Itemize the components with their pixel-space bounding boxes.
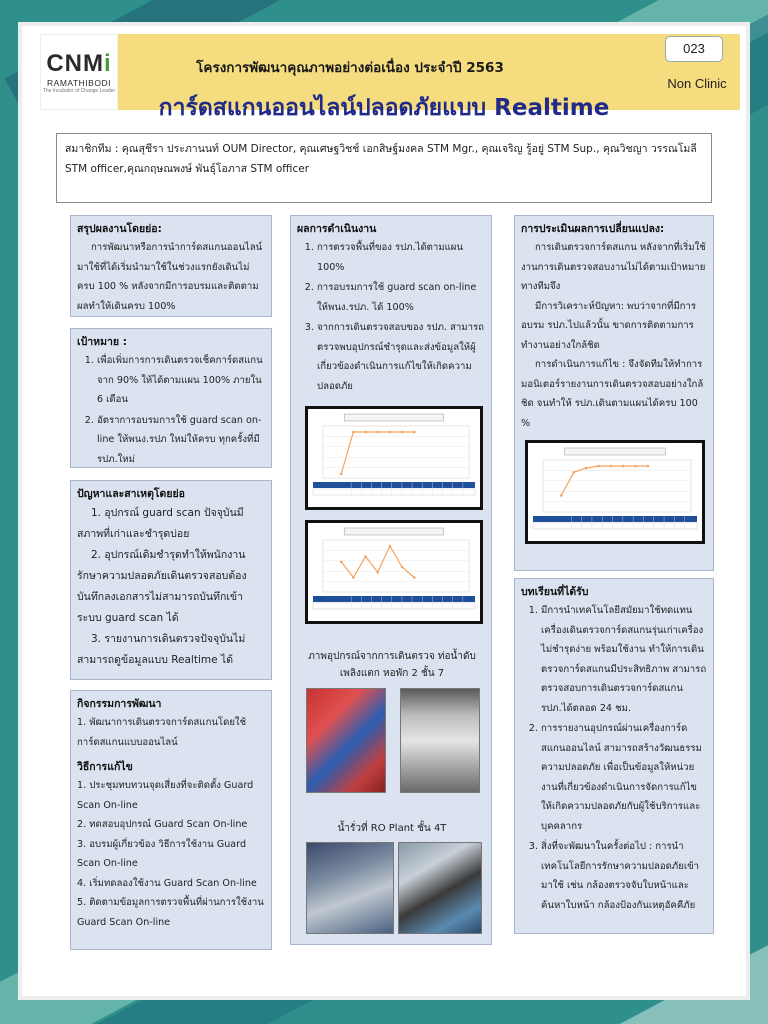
goal-box	[70, 328, 272, 468]
header-title: โครงการพัฒนาคุณภาพอย่างต่อเนื่อง ประจำปี 2563	[196, 60, 504, 76]
data-point	[572, 471, 575, 474]
lessons-box	[514, 578, 714, 934]
chart-title-bar	[344, 414, 444, 421]
problem-item: 1. อุปกรณ์ guard scan ปัจจุบันมีสภาพที่เก่าและชำรุดบ่อย	[77, 507, 244, 540]
photo-elevator	[400, 688, 480, 793]
logo-tagline: The Incubator of Change Leader	[42, 88, 116, 94]
data-point	[376, 431, 379, 434]
team-members: สมาชิกทีม : คุณสุชีรา ประภานนท์ OUM Director, คุณเศษฐวิชช์ เอกสิษฐ์มงคล STM Mgr., คุณเจริญ รู้อยู่ STM Sup., คุณวิชญา วรรณโมลี STM officer,คุณกฤษณพงษ์ พันธุ์โอภาส STM officer	[56, 133, 712, 203]
solution-item: 3. อบรมผู้เกี่ยวข้อง วิธีการใช้งาน Guard Scan On-line	[77, 838, 247, 869]
chart-frame	[525, 440, 705, 544]
goal-item: 1. เพื่อเพิ่มการการเดินตรวจเช็คการ์ดสแกนจาก 90% ให้ได้ตามแผน 100% ภายใน 6 เดือน	[97, 351, 265, 410]
data-point	[560, 494, 563, 497]
table-data-row	[533, 523, 697, 529]
photo-caption: ภาพอุปกรณ์จากการเดินตรวจ ท่อน้ำดับเพลิงแตก หอพัก 2 ชั้น 7	[308, 651, 476, 679]
table-header-row	[313, 482, 475, 488]
table-header-row	[533, 516, 697, 522]
logo-text: CNM	[46, 50, 104, 77]
chart-title-bar	[344, 528, 444, 535]
project-code-badge: 023	[665, 36, 723, 62]
data-point	[610, 465, 613, 468]
evaluation-heading: การประเมินผลการเปลี่ยนแปลง:	[521, 223, 665, 235]
data-point	[340, 473, 343, 476]
goal-item: 2. อัตราการอบรมการใช้ guard scan on-line ให้พนง.รปภ ใหม่ให้ครบ ทุกครั้งที่มี รปภ.ใหม่	[97, 411, 265, 470]
data-point	[413, 431, 416, 434]
goal-heading: เป้าหมาย :	[77, 336, 127, 348]
activity-heading: กิจกรรมการพัฒนา	[77, 698, 162, 710]
line-chart	[531, 446, 699, 538]
problem-heading: ปัญหาและสาเหตุโดยย่อ	[77, 488, 185, 500]
data-point	[340, 560, 343, 563]
evaluation-paragraph: มีการวิเคราะห์ปัญหา: พบว่าจากที่มีการอบรม รปภ.ไปแล้วนั้น ขาดการติดตามการทำงานอย่างใกล้ชิด	[521, 300, 697, 351]
line-chart	[311, 526, 477, 618]
photo-broken-pipe	[306, 688, 386, 793]
problem-box	[70, 480, 272, 680]
activity-text: 1. พัฒนาการเดินตรวจการ์ดสแกนโดยใช้การ์ดสแกนแบบออนไลน์	[77, 717, 247, 748]
data-point	[352, 576, 355, 579]
solution-item: 2. ทดสอบอุปกรณ์ Guard Scan On-line	[77, 819, 248, 830]
data-point	[364, 431, 367, 434]
photo-caption: น้ำรั่วที่ RO Plant ชั้น 4T	[337, 823, 447, 834]
photo-ro-plant	[306, 842, 394, 934]
results-item: 1. การตรวจพื้นที่ของ รปภ.ได้ตามแผน 100%	[317, 238, 485, 277]
chart-frame	[305, 406, 483, 510]
category-label: Non Clinic	[667, 76, 727, 91]
line-chart	[311, 412, 477, 504]
data-point	[585, 467, 588, 470]
data-point	[622, 465, 625, 468]
data-point	[401, 566, 404, 569]
results-item: 2. การอบรมการใช้ guard scan on-line ให้พนง.รปภ. ได้ 100%	[317, 278, 485, 317]
evaluation-paragraph: การดำเนินการแก้ไข : จึงจัดทีมให้ทำการมอนิเตอร์รายงานการเดินตรวจสอบอย่างใกล้ชิด จนทำให้ รปภ.เดินตามแผนได้ครบ 100 %	[521, 359, 704, 429]
problem-item: 3. รายงานการเดินตรวจปัจจุบันไม่สามารถดูข้อมูลแบบ Realtime ได้	[77, 633, 246, 666]
data-point	[364, 555, 367, 558]
data-point	[401, 431, 404, 434]
table-data-row	[313, 489, 475, 495]
data-point	[376, 571, 379, 574]
solution-heading: วิธีการแก้ไข	[77, 761, 133, 773]
summary-box	[70, 215, 272, 317]
plot-area	[543, 460, 691, 512]
data-point	[597, 465, 600, 468]
activity-box	[70, 690, 272, 950]
photo-ro-plant-staff	[398, 842, 482, 934]
problem-item: 2. อุปกรณ์เดิมชำรุดทำให้พนักงานรักษาความปลอดภัยเดินตรวจสอบต้องบันทึกลงเอกสารไม่สามารถบันทึกเข้าระบบ guard scan ได้	[77, 549, 247, 624]
chart-title-bar	[565, 448, 666, 455]
data-point	[352, 431, 355, 434]
data-point	[389, 431, 392, 434]
table-header-row	[313, 596, 475, 602]
logo-i: i	[103, 50, 112, 77]
solution-item: 1. ประชุมทบทวนจุดเสี่ยงที่จะติดตั้ง Guard Scan On-line	[77, 780, 254, 811]
data-point	[647, 465, 650, 468]
poster-title: การ์ดสแกนออนไลน์ปลอดภัยแบบ Realtime	[158, 95, 610, 121]
results-item: 3. จากการเดินตรวจสอบของ รปภ. สามารถตรวจพบอุปกรณ์ชำรุดและส่งข้อมูลให้ผู้เกี่ยวข้องดำเนินการแก้ไขให้เกิดความปลอดภัย	[317, 318, 485, 396]
lessons-item: 3. สิ่งที่จะพัฒนาในครั้งต่อไป : การนำเทคโนโลยีการรักษาความปลอดภัยเข้ามาใช้ เช่น กล้องตรวจจับใบหน้าและค้นหาใบหน้า กล้องป้องกันเหตุอัคคีภัย	[541, 837, 707, 915]
summary-heading: สรุปผลงานโดยย่อ:	[77, 223, 162, 235]
table-data-row	[313, 603, 475, 609]
results-heading: ผลการดำเนินงาน	[297, 223, 377, 235]
data-point	[389, 545, 392, 548]
solution-item: 5. ติดตามข้อมูลการตรวจพื้นที่ผ่านการใช้งาน Guard Scan On-line	[77, 897, 264, 928]
lessons-item: 1. มีการนำเทคโนโลยีสมัยมาใช้ทดแทนเครื่องเดินตรวจการ์ดสแกนรุ่นเก่าเครื่องไม่ชำรุดง่าย พร้อมใช้งาน ทำให้การเดินตรวจการ์ดสแกนมีประสิทธิภาพ สามารถตรวจสอบการเดินตรวจการ์ดสแกน รปภ.ได้ตลอด 24 ชม.	[541, 601, 707, 718]
data-point	[634, 465, 637, 468]
data-point	[413, 576, 416, 579]
logo-subtitle: RAMATHIBODI	[47, 78, 111, 88]
lessons-heading: บทเรียนที่ได้รับ	[521, 586, 589, 598]
chart-frame	[305, 520, 483, 624]
plot-area	[323, 426, 469, 478]
evaluation-paragraph: การเดินตรวจการ์ดสแกน หลังจากที่เริ่มใช้งานการเดินตรวจสอบงานไม่ได้ตามเป้าหมาย ทางทีมจึง	[521, 242, 706, 292]
lessons-item: 2. การรายงานอุปกรณ์ผ่านเครื่องการ์ดสแกนออนไลน์ สามารถสร้างวัฒนธรรมความปลอดภัย เพื่อเป็นข้อมูลให้หน่วยงานที่เกี่ยวข้องดำเนินการจัดการแก้ไขให้เกิดความปลอดภัยกับผู้ใช้บริการและบุคคลากร	[541, 719, 707, 836]
summary-text: การพัฒนาหรือการนำการ์ดสแกนออนไลน์มาใช้ที่ได้เริ่มนำมาใช้ในช่วงแรกยังเดินไม่ครบ 100 % หลังจากมีการอบรมและติดตามผลทำให้เดินครบ 100%	[77, 242, 263, 312]
solution-item: 4. เริ่มทดลองใช้งาน Guard Scan On-line	[77, 877, 257, 889]
